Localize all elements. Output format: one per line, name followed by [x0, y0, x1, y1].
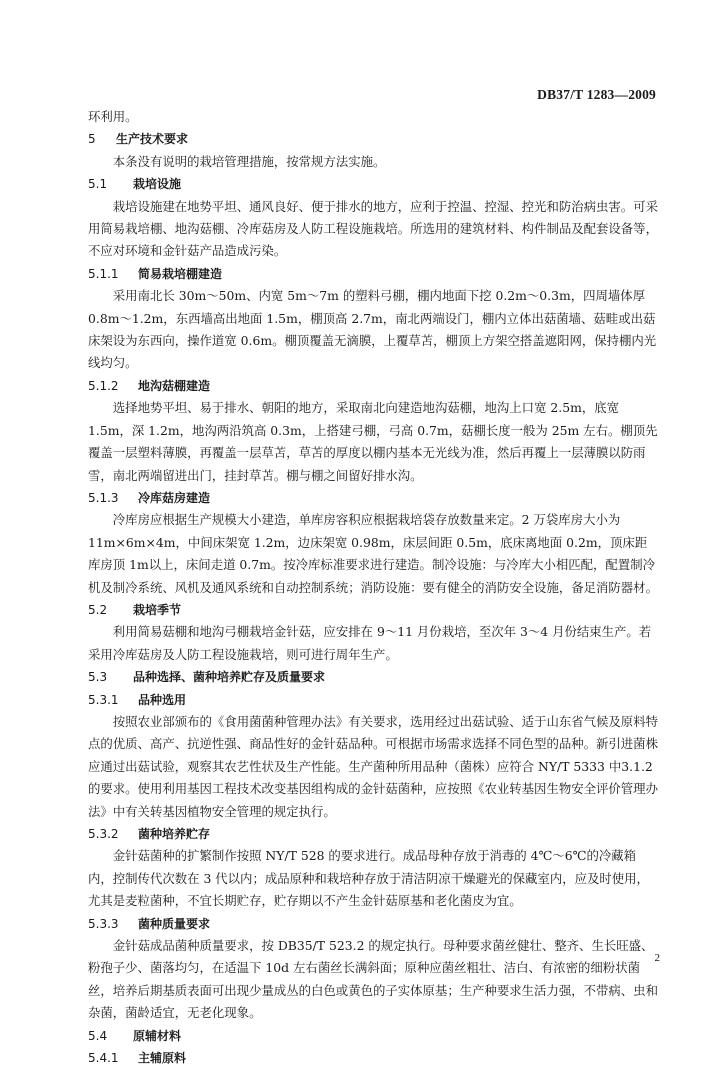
body-paragraph: 采用南北长 30m～50m、内宽 5m～7m 的塑料弓棚，棚内地面下挖 0.2m～0.3m，四周墙体厚 0.8m～1.2m，东西墙高出地面 1.5m，棚顶高 2.7m，南北两端设门，棚内立体出菇菌墙、菇畦或出菇床架设为东西向，操作道宽 0.6m。棚顶覆盖无滴膜，上覆草苫，棚顶上方架空搭盖遮阳网，保持棚内光线均匀。 [88, 288, 657, 371]
body-paragraph: 本条没有说明的栽培管理措施，按常规方法实施。 [112, 153, 386, 169]
section-heading [88, 128, 658, 150]
section-title: 栽培设施 [133, 177, 182, 192]
section-heading [88, 666, 658, 688]
section-number: 5 [88, 132, 96, 147]
document-code-header: DB37/T 1283—2009 [537, 87, 656, 102]
section-heading [88, 263, 658, 285]
section-title: 主辅原料 [138, 1051, 187, 1066]
section-title: 原辅材料 [133, 1028, 182, 1043]
section-title: 品种选用 [138, 692, 187, 707]
page-number: 2 [654, 952, 660, 964]
section-heading [88, 487, 658, 509]
section-title: 品种选择、菌种培养贮存及质量要求 [133, 670, 326, 685]
section-number: 5.3.2 [88, 827, 119, 841]
section-title: 生产技术要求 [116, 132, 189, 147]
body-paragraph: 金针菇成品菌种质量要求，按 DB35/T 523.2 的规定执行。母种要求菌丝健壮、整齐、生长旺盛、粉孢子少、菌落均匀，在适温下 10d 左右菌丝长满斜面；原种应菌丝粗壮、洁白、有浓密的细粉状菌丝，培养后期基质表面可出现少量成丛的白色或黄色的子实体原基；生产种要求生活力强，不带病、虫和杂菌，菌龄适宜，无老化现象。 [88, 938, 658, 1021]
section-heading [88, 599, 658, 621]
section-heading [88, 823, 658, 845]
body-paragraph: 栽培设施建在地势平坦、通风良好、便于排水的地方，应利于控温、控湿、控光和防治病虫害。可采用简易栽培棚、地沟菇棚、冷库菇房及人防工程设施栽培。所选用的建筑材料、构件制品及配套设备等，不应对环境和金针菇产品造成污染。 [88, 198, 658, 259]
section-title: 简易栽培棚建造 [138, 266, 223, 281]
document-body [88, 106, 658, 1069]
section-number: 5.4.1 [88, 1051, 119, 1066]
body-paragraph: 利用简易菇棚和地沟弓棚栽培金针菇，应安排在 9～11 月份栽培，至次年 3～4 月份结束生产。若采用冷库菇房及人防工程设施栽培，则可进行周年生产。 [88, 624, 652, 662]
section-number: 5.3.3 [88, 916, 119, 931]
section-number: 5.3.1 [88, 692, 119, 707]
section-heading [88, 375, 658, 397]
body-paragraph: 环利用。 [88, 109, 138, 124]
section-number: 5.1 [88, 177, 108, 192]
section-title: 地沟菇棚建造 [138, 378, 211, 393]
section-title: 冷库菇房建造 [138, 490, 211, 505]
section-title: 栽培季节 [133, 602, 182, 617]
section-number: 5.1.1 [88, 266, 119, 281]
section-title: 菌种培养贮存 [138, 827, 211, 841]
section-heading [88, 1025, 658, 1047]
body-paragraph: 金针菇菌种的扩繁制作按照 NY/T 528 的要求进行。成品母种存放于消毒的 4℃～6℃的冷藏箱内，控制传代次数在 3 代以内；成品原种和栽培种存放于清洁阴凉干燥避光的保藏室内，应及时使用，尤其是麦粒菌种，不宜长期贮存，贮存期以不产生金针菇原基和老化菌皮为宜。 [88, 848, 649, 909]
section-heading [88, 913, 658, 935]
body-paragraph: 按照农业部颁布的《食用菌菌种管理办法》有关要求，选用经过出菇试验、适于山东省气候及原料特点的优质、高产、抗逆性强、商品性好的金针菇品种。可根据市场需求选择不同色型的品种。新引进菌株应通过出菇试验，观察其农艺性状及生产性能。生产菌种所用品种（菌株）应符合 NY/T 5333 中3.1.2 的要求。使用利用基因工程技术改变基因组构成的金针菇菌种，应按照《农业转基因生物安全评价管理办法》中有关转基因植物安全管理的规定执行。 [88, 713, 658, 819]
section-heading [88, 689, 658, 711]
section-number: 5.1.3 [88, 490, 119, 505]
section-number: 5.4 [88, 1028, 108, 1043]
section-title: 菌种质量要求 [138, 916, 211, 931]
section-number: 5.2 [88, 602, 108, 617]
body-paragraph: 冷库房应根据生产规模大小建造，单库房容积应根据栽培袋存放数量来定。2 万袋库房大小为 11m×6m×4m，中间床架宽 1.2m，边床架宽 0.98m，床层间距 0.5m，底床离地面 0.2m，顶床距库房顶 1m以上，床间走道 0.7m。按冷库标准要求进行建造。制冷设施：与冷库大小相匹配，配置制冷机及制冷系统、风机及通风系统和自动控制系统；消防设施：要有健全的消防安全设施，备足消防器材。 [88, 512, 658, 595]
body-paragraph: 选择地势平坦、易于排水、朝阳的地方，采取南北向建造地沟菇棚，地沟上口宽 2.5m，底宽 1.5m，深 1.2m，地沟两沿筑高 0.3m，上搭建弓棚，弓高 0.7m，菇棚长度一般为 25m 左右。棚顶先覆盖一层塑料薄膜，再覆盖一层草苫，草苫的厚度以棚内基本无光线为准，然后再覆上一层薄膜以防雨雪，南北两端留进出门，挂封草苫。棚与棚之间留好排水沟。 [88, 400, 658, 483]
section-heading [88, 1047, 658, 1069]
section-heading [88, 173, 658, 195]
section-number: 5.3 [88, 670, 108, 685]
section-number: 5.1.2 [88, 378, 119, 393]
